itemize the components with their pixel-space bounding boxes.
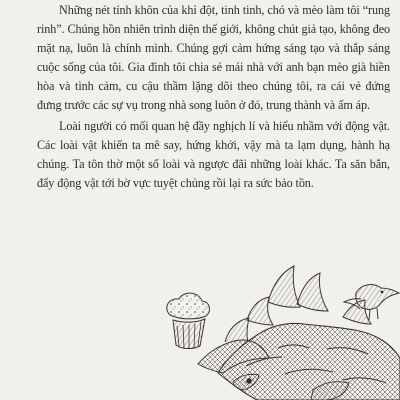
body-text [37,1,390,193]
rhino-illustration [145,262,400,400]
paragraph-1: Những nét tính khôn của khỉ đột, tinh tinh, chó và mèo làm tôi “rung rinh”. Chúng hồn nhiên trình diện thế giới, không chút giả tạo, không đeo mặt nạ, luôn là chính mình. Chúng gợi cảm hứng sáng tạo và thắp sáng cuộc sống của tôi. Gia đình tôi chia sẻ mái nhà với anh bạn mèo già hiền hòa và tình cảm, cu cậu thầm lặng dõi theo chúng tôi, ra cái vẻ đứng đưng trước các sự vụ trong nhà song luôn ở đó, trung thành và ấm áp. [37,3,390,112]
rhino-spikes-icon [247,266,371,325]
cupcake-icon [167,293,210,349]
paragraph-2: Loài người có mối quan hệ đầy nghịch lí và hiểu nhầm với động vật. Các loài vật khiến ta mê say, hứng khởi, vậy mà ta lạm dụng, hành hạ chúng. Ta tôn thờ một số loài và ngược đãi những loài khác. Ta săn bắn, đẩy động vật tới bờ vực tuyệt chủng rồi lại ra sức bảo tồn. [37,119,390,190]
